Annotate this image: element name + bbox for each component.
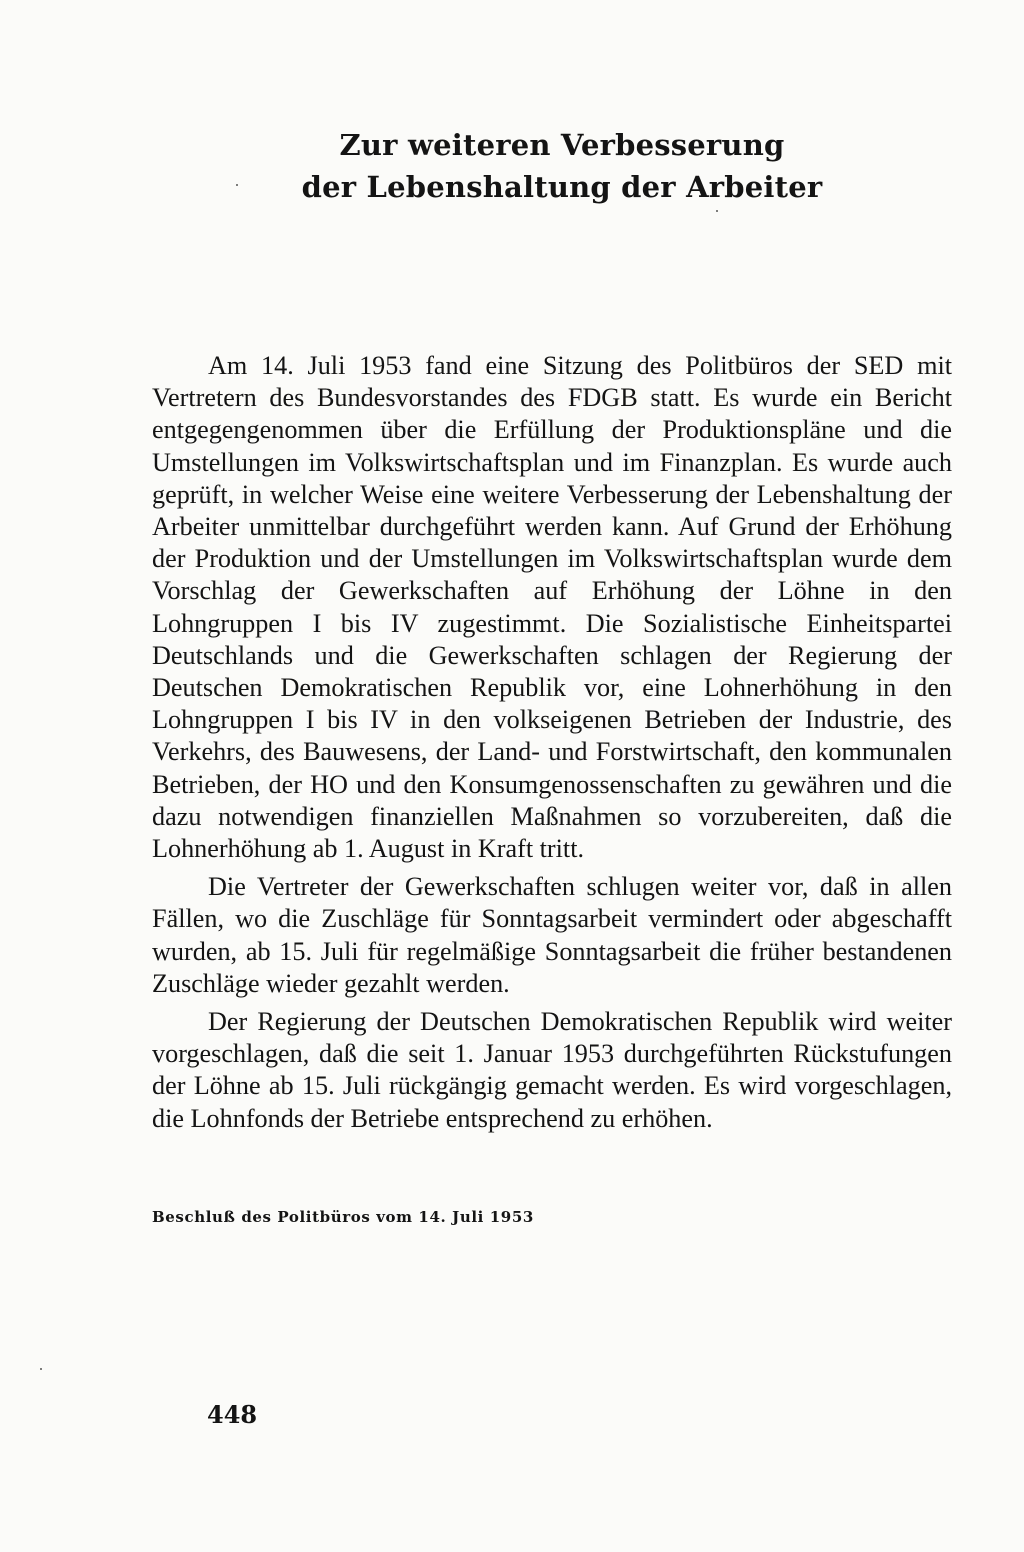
paragraph-3: Der Regierung der Deutschen Demokratischen Republik wird weiter vorgeschlagen, daß die seit 1. Januar 1953 durchgeführten Rückstufungen der Löhne ab 15. Juli rückgängig gemacht werden. Es wird vorgeschlagen, die Lohnfonds der Betriebe entsprechend zu erhöhen. <box>152 1007 952 1133</box>
paper-speck <box>236 184 238 186</box>
paragraph-2: Die Vertreter der Gewerkschaften schlugen weiter vor, daß in allen Fällen, wo die Zuschläge für Sonntagsarbeit vermindert oder abgeschafft wurden, ab 15. Juli für regelmäßige Sonntagsarbeit die früher bestandenen Zuschläge wieder gezahlt werden. <box>152 872 952 998</box>
title-line-1: Zur weiteren Verbesserung <box>339 128 785 162</box>
document-title <box>0 124 1024 208</box>
paper-speck <box>40 1368 42 1370</box>
page-number: 448 <box>207 1400 258 1429</box>
paper-speck <box>716 210 718 212</box>
title-line-2: der Lebenshaltung der Arbeiter <box>301 170 823 204</box>
source-note: Beschluß des Politbüros vom 14. Juli 1953 <box>152 1208 534 1226</box>
paragraph-1: Am 14. Juli 1953 fand eine Sitzung des Politbüros der SED mit Vertretern des Bundesvorstandes des FDGB statt. Es wurde ein Bericht entgegengenommen über die Erfüllung der Produktionspläne und die Umstellungen im Volkswirtschaftsplan und im Finanzplan. Es wurde auch geprüft, in welcher Weise eine weitere Verbesserung der Lebenshaltung der Arbeiter unmittelbar durchgeführt werden kann. Auf Grund der Erhöhung der Produktion und der Umstellungen im Volkswirtschaftsplan wurde dem Vorschlag der Gewerkschaften auf Erhöhung der Löhne in den Lohngruppen I bis IV zugestimmt. Die Sozialistische Einheitspartei Deutschlands und die Gewerkschaften schlagen der Regierung der Deutschen Demokratischen Republik vor, eine Lohnerhöhung in den Lohngruppen I bis IV in den volkseigenen Betrieben der Industrie, des Verkehrs, des Bauwesens, der Land- und Forstwirtschaft, den kommunalen Betrieben, der HO und den Konsumgenossenschaften zu gewähren und die dazu notwendigen finanziellen Maßnahmen so vorzubereiten, daß die Lohnerhöhung ab 1. August in Kraft tritt. <box>152 351 952 864</box>
document-body <box>152 350 952 1141</box>
